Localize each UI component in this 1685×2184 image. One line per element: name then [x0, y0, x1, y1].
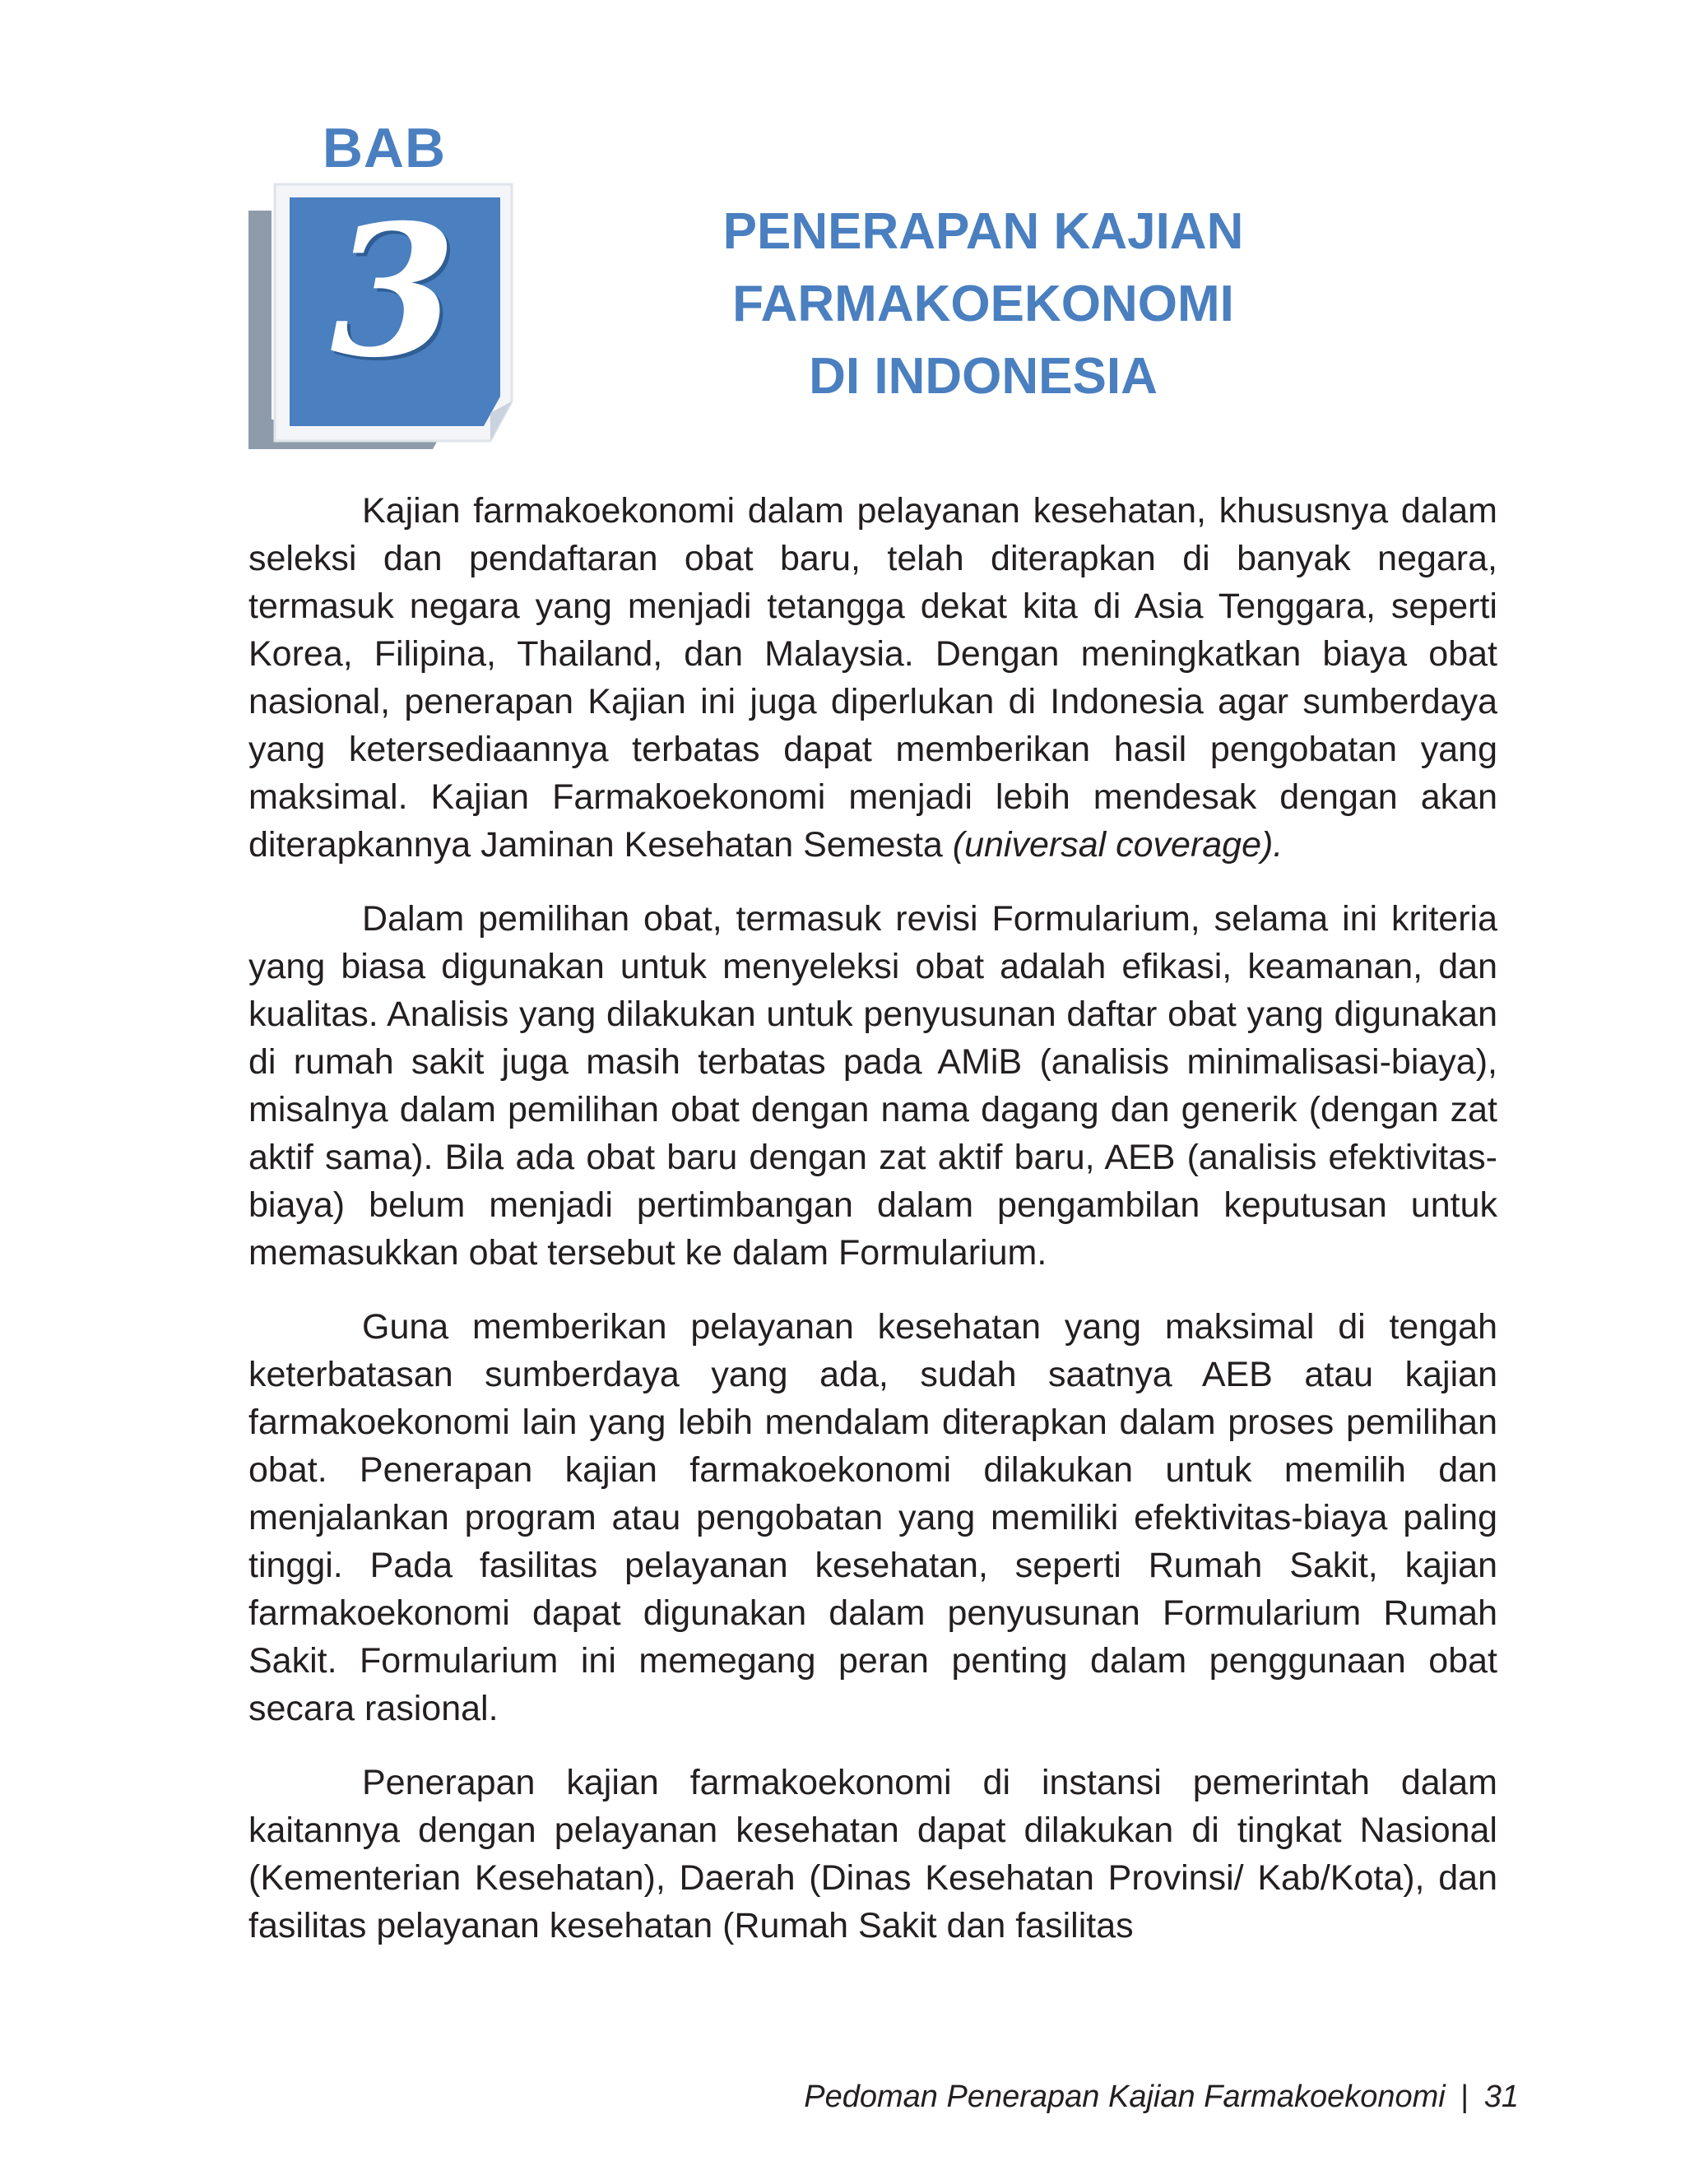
chapter-title-line-1: PENERAPAN KAJIAN	[722, 203, 1244, 260]
footer-separator: |	[1460, 2080, 1469, 2114]
chapter-title-line-2: FARMAKOEKONOMI	[732, 276, 1234, 332]
chapter-title	[576, 196, 1390, 413]
page-footer	[804, 2076, 1519, 2117]
body-text	[248, 487, 1497, 1976]
page-number: 31	[1483, 2080, 1519, 2114]
paragraph-3: Guna memberikan pelayanan kesehatan yang maksimal di tengah keterbatasan sumberdaya yang ada, sudah saatnya AEB atau kajian farmakoekonomi lain yang lebih mendalam diterapkan dalam proses pemilihan obat. Penerapan kajian farmakoekonomi dilakukan untuk memilih dan menjalankan program atau pengobatan yang memiliki efektivitas-biaya paling tinggi. Pada fasilitas pelayanan kesehatan, seperti Rumah Sakit, kajian farmakoekonomi dapat digunakan dalam penyusunan Formularium Rumah Sakit. Formularium ini memegang peran penting dalam penggunaan obat secara rasional.	[248, 1307, 1497, 1728]
paragraph-2: Dalam pemilihan obat, termasuk revisi Formularium, selama ini kriteria yang biasa digunakan untuk menyeleksi obat adalah efikasi, keamanan, dan kualitas. Analisis yang dilakukan untuk penyusunan daftar obat yang digunakan di rumah sakit juga masih terbatas pada AMiB (analisis minimalisasi-biaya), misalnya dalam pemilihan obat dengan nama dagang dan generik (dengan zat aktif sama). Bila ada obat baru dengan zat aktif baru, AEB (analisis efektivitas-biaya) belum menjadi pertimbangan dalam pengambilan keputusan untuk memasukkan obat tersebut ke dalam Formularium.	[248, 899, 1497, 1273]
paragraph-1-text: Kajian farmakoekonomi dalam pelayanan kesehatan, khususnya dalam seleksi dan pendaftaran obat baru, telah diterapkan di banyak negara, termasuk negara yang menjadi tetangga dekat kita di Asia Tenggara, seperti Korea, Filipina, Thailand, dan Malaysia. Dengan meningkatkan biaya obat nasional, penerapan Kajian ini juga diperlukan di Indonesia agar sumberdaya yang ketersediaannya terbatas dapat memberikan hasil pengobatan yang maksimal. Kajian Farmakoekonomi menjadi lebih mendesak dengan akan diterapkannya Jaminan Kesehatan Semesta	[248, 491, 1497, 865]
paragraph-1	[248, 487, 1497, 869]
paragraph-4: Penerapan kajian farmakoekonomi di instansi pemerintah dalam kaitannya dengan pelayanan kesehatan dapat dilakukan di tingkat Nasional (Kementerian Kesehatan), Daerah (Dinas Kesehatan Provinsi/ Kab/Kota), dan fasilitas pelayanan kesehatan (Rumah Sakit dan fasilitas	[248, 1763, 1497, 1945]
chapter-label: BAB	[322, 117, 447, 179]
paragraph-1-italic: (universal coverage).	[952, 825, 1283, 865]
footer-book-title: Pedoman Penerapan Kajian Farmakoekonomi	[804, 2080, 1446, 2114]
chapter-number: 3	[330, 184, 457, 397]
chapter-title-line-3: DI INDONESIA	[809, 348, 1158, 405]
